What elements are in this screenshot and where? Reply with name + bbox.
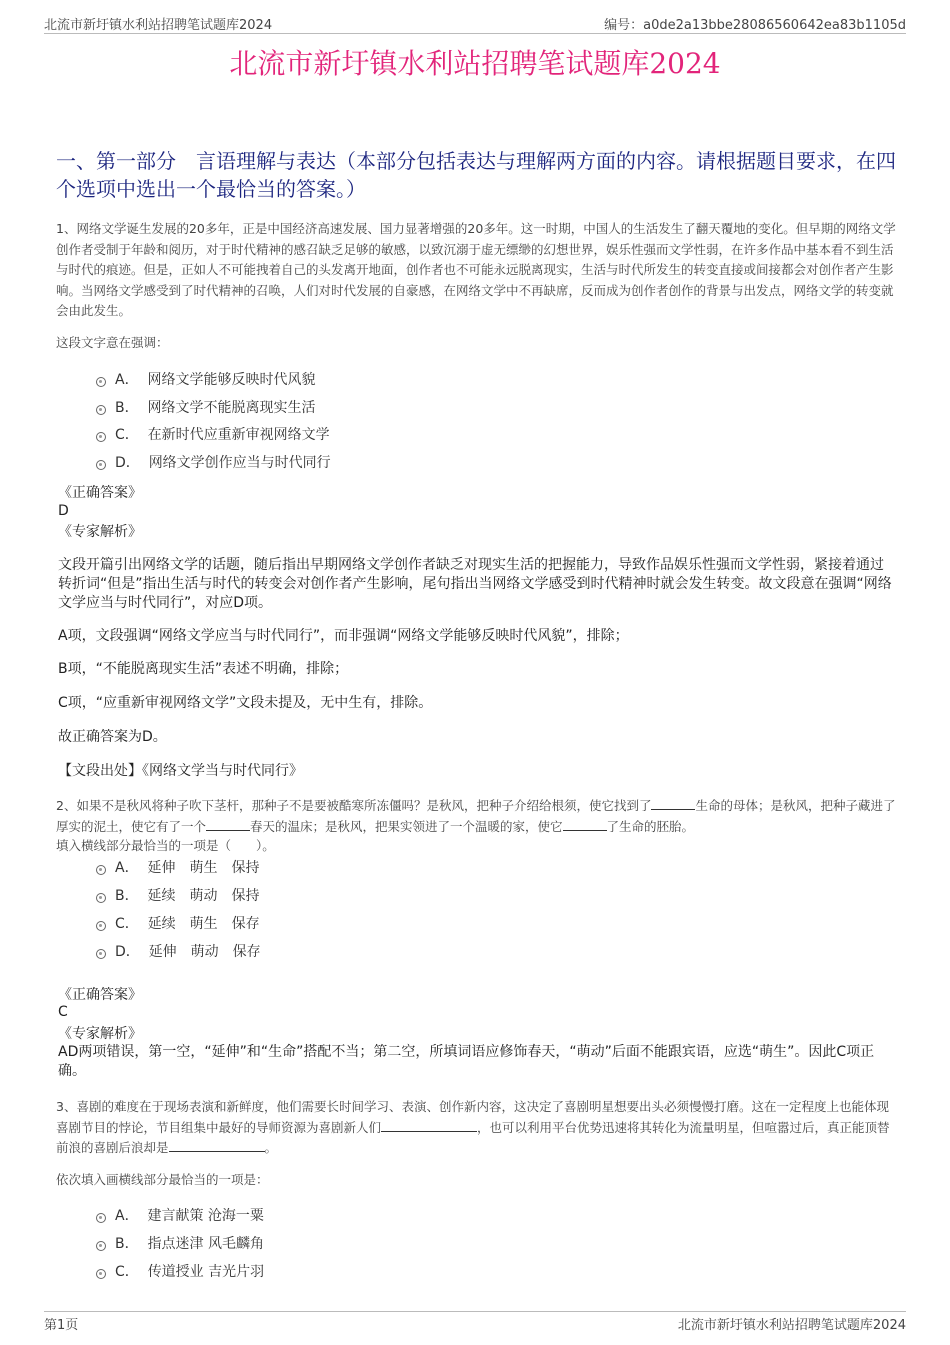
q2-blank-2[interactable] (206, 817, 250, 831)
q3-prompt: 依次填入画横线部分最恰当的一项是： (56, 1172, 269, 1187)
q3-text-part: ，也可以利用平台优势迅速将其转化为流量明星，但喧嚣过后，真正能顶替前浪的喜剧后浪却是 (56, 1119, 890, 1155)
option-text: 延续 萌动 保持 (147, 888, 260, 904)
q3-text (56, 1097, 896, 1159)
option-letter: D． (115, 944, 140, 960)
radio-icon[interactable] (96, 405, 106, 415)
q1-analysis-para: 文段开篇引出网络文学的话题，随后指出早期网络文学创作者缺乏对现实生活的把握能力，导致作品娱乐性强而文学性弱，紧接着通过转折词“但是”指出生活与时代的转变会对创作者产生影响，尾句指出当网络文学感受到时代精神时就会发生转变。故文段意在强调“网络文学应当与时代同行”，对应D项。 (58, 557, 892, 611)
option-letter: A． (115, 1208, 139, 1224)
q1-analysis-a: A项，文段强调“网络文学应当与时代同行”，而非强调“网络文学能够反映时代风貌”，排除； (58, 628, 629, 644)
header-doc-title: 北流市新圩镇水利站招聘笔试题库2024 (44, 18, 273, 33)
option-letter: C． (115, 427, 139, 443)
q1-analysis-label: 《专家解析》 (58, 524, 142, 540)
radio-icon[interactable] (96, 377, 106, 387)
q3-text-part: 。 (264, 1140, 278, 1155)
q1-analysis-conclusion: 故正确答案为D。 (58, 729, 167, 745)
q3-text-part: 3、喜剧的难度在于现场表演和新鲜度，他们需要长时间学习、表演、创作新内容，这决定了喜剧明星想要出头必须慢慢打磨。这在一定程度上也能体现喜剧节目的悖论，节目组集中最好的导师资源为喜剧新人们 (56, 1099, 889, 1135)
option-text: 网络文学能够反映时代风貌 (147, 372, 316, 388)
q2-answer: C (58, 1004, 68, 1020)
q1-answer: D (58, 503, 69, 519)
radio-icon[interactable] (96, 1213, 106, 1223)
q2-analysis-label: 《专家解析》 (58, 1026, 142, 1042)
option-text: 网络文学不能脱离现实生活 (147, 400, 316, 416)
q2-analysis: AD两项错误，第一空，“延伸”和“生命”搭配不当；第二空，所填词语应修饰春天，“萌动”后面不能跟宾语，应选“萌生”。因此C项正确。 (58, 1044, 875, 1079)
q3-option-b[interactable] (96, 1234, 264, 1254)
option-letter: C． (115, 1264, 139, 1280)
q2-option-b[interactable] (96, 886, 260, 906)
option-text: 延伸 萌生 保持 (147, 860, 260, 876)
radio-icon[interactable] (96, 1241, 106, 1251)
q2-text-part: 了生命的胚胎。 (606, 818, 695, 834)
radio-icon[interactable] (96, 432, 106, 442)
section-heading: 一、第一部分 言语理解与表达（本部分包括表达与理解两方面的内容。请根据题目要求，在四个选项中选出一个最恰当的答案。） (56, 149, 896, 201)
option-letter: D． (115, 455, 140, 471)
q1-option-b[interactable] (96, 398, 316, 418)
q1-analysis-c: C项，“应重新审视网络文学”文段未提及，无中生有，排除。 (58, 695, 433, 711)
q2-option-c[interactable] (96, 914, 260, 934)
q2-answer-label: 《正确答案》 (58, 987, 142, 1003)
q1-option-a[interactable] (96, 370, 315, 390)
q3-option-c[interactable] (96, 1262, 264, 1282)
q1-text: 1、网络文学诞生发展的20多年，正是中国经济高速发展、国力显著增强的20多年。这一时期，中国人的生活发生了翻天覆地的变化。但早期的网络文学创作者受制于年龄和阅历，对于时代精神的感召缺乏足够的敏感，以致沉溺于虚无缥缈的幻想世界，娱乐性强而文学性弱，在许多作品中基本看不到生活与时代的痕迹。但是，正如人不可能拽着自己的头发离开地面，创作者也不可能永远脱离现实，生活与时代所发生的转变直接或间接都会对创作者产生影响。当网络文学感受到了时代精神的召唤，人们对时代发展的自豪感，在网络文学中不再缺席，反而成为创作者创作的背景与出发点，网络文学的转变就会由此发生。 (56, 221, 896, 318)
option-text: 在新时代应重新审视网络文学 (147, 427, 330, 443)
q1-source: 【文段出处】《网络文学当与时代同行》 (58, 763, 303, 779)
header-doc-id: 编号：a0de2a13bbe28086560642ea83b1105d (604, 18, 906, 33)
option-letter: B． (115, 400, 139, 416)
radio-icon[interactable] (96, 921, 106, 931)
option-text: 网络文学创作应当与时代同行 (148, 455, 331, 471)
q2-blank-3[interactable] (563, 817, 607, 831)
footer-divider (44, 1311, 906, 1312)
q1-option-d[interactable] (96, 453, 331, 473)
q2-text-part: 2、如果不是秋风将种子吹下茎杆，那种子不是要被酷寒所冻僵吗？是秋风，把种子介绍给根须，使它找到了 (56, 798, 652, 813)
radio-icon[interactable] (96, 893, 106, 903)
q1-option-c[interactable] (96, 425, 330, 445)
radio-icon[interactable] (96, 949, 106, 959)
option-text: 建言献策 沧海一粟 (147, 1208, 264, 1224)
q2-option-a[interactable] (96, 858, 259, 878)
option-letter: B． (115, 888, 139, 904)
q1-answer-label: 《正确答案》 (58, 485, 142, 501)
option-text: 传道授业 吉光片羽 (147, 1264, 265, 1280)
q2-text (56, 796, 896, 837)
q2-text-part: 春天的温床；是秋风，把果实领进了一个温暖的家，使它 (250, 818, 563, 834)
option-letter: B． (115, 1236, 139, 1252)
footer-page-number: 第1页 (44, 1318, 79, 1333)
option-letter: A． (115, 860, 139, 876)
q2-prompt: 填入横线部分最恰当的一项是（ ）。 (56, 838, 275, 853)
radio-icon[interactable] (96, 460, 106, 470)
q1-analysis-b: B项，“不能脱离现实生活”表述不明确，排除； (58, 661, 349, 677)
q1-prompt: 这段文字意在强调： (56, 335, 169, 350)
option-text: 延伸 萌动 保存 (148, 944, 261, 960)
q3-blank-2[interactable] (169, 1138, 265, 1152)
header-divider (44, 33, 906, 34)
option-letter: A． (115, 372, 139, 388)
q3-option-a[interactable] (96, 1206, 264, 1226)
footer-doc-title: 北流市新圩镇水利站招聘笔试题库2024 (677, 1318, 906, 1333)
radio-icon[interactable] (96, 1269, 106, 1279)
q2-text-part: 生命的母体；是秋风，把种子藏进了厚实的泥土，使它有了一个 (56, 798, 896, 834)
page-title: 北流市新圩镇水利站招聘笔试题库2024 (229, 47, 721, 80)
option-text: 延续 萌生 保存 (147, 916, 260, 932)
q2-blank-1[interactable] (651, 796, 695, 810)
q2-option-d[interactable] (96, 942, 261, 962)
option-letter: C． (115, 916, 139, 932)
radio-icon[interactable] (96, 865, 106, 875)
option-text: 指点迷津 风毛麟角 (147, 1236, 264, 1252)
q3-blank-1[interactable] (381, 1118, 477, 1132)
